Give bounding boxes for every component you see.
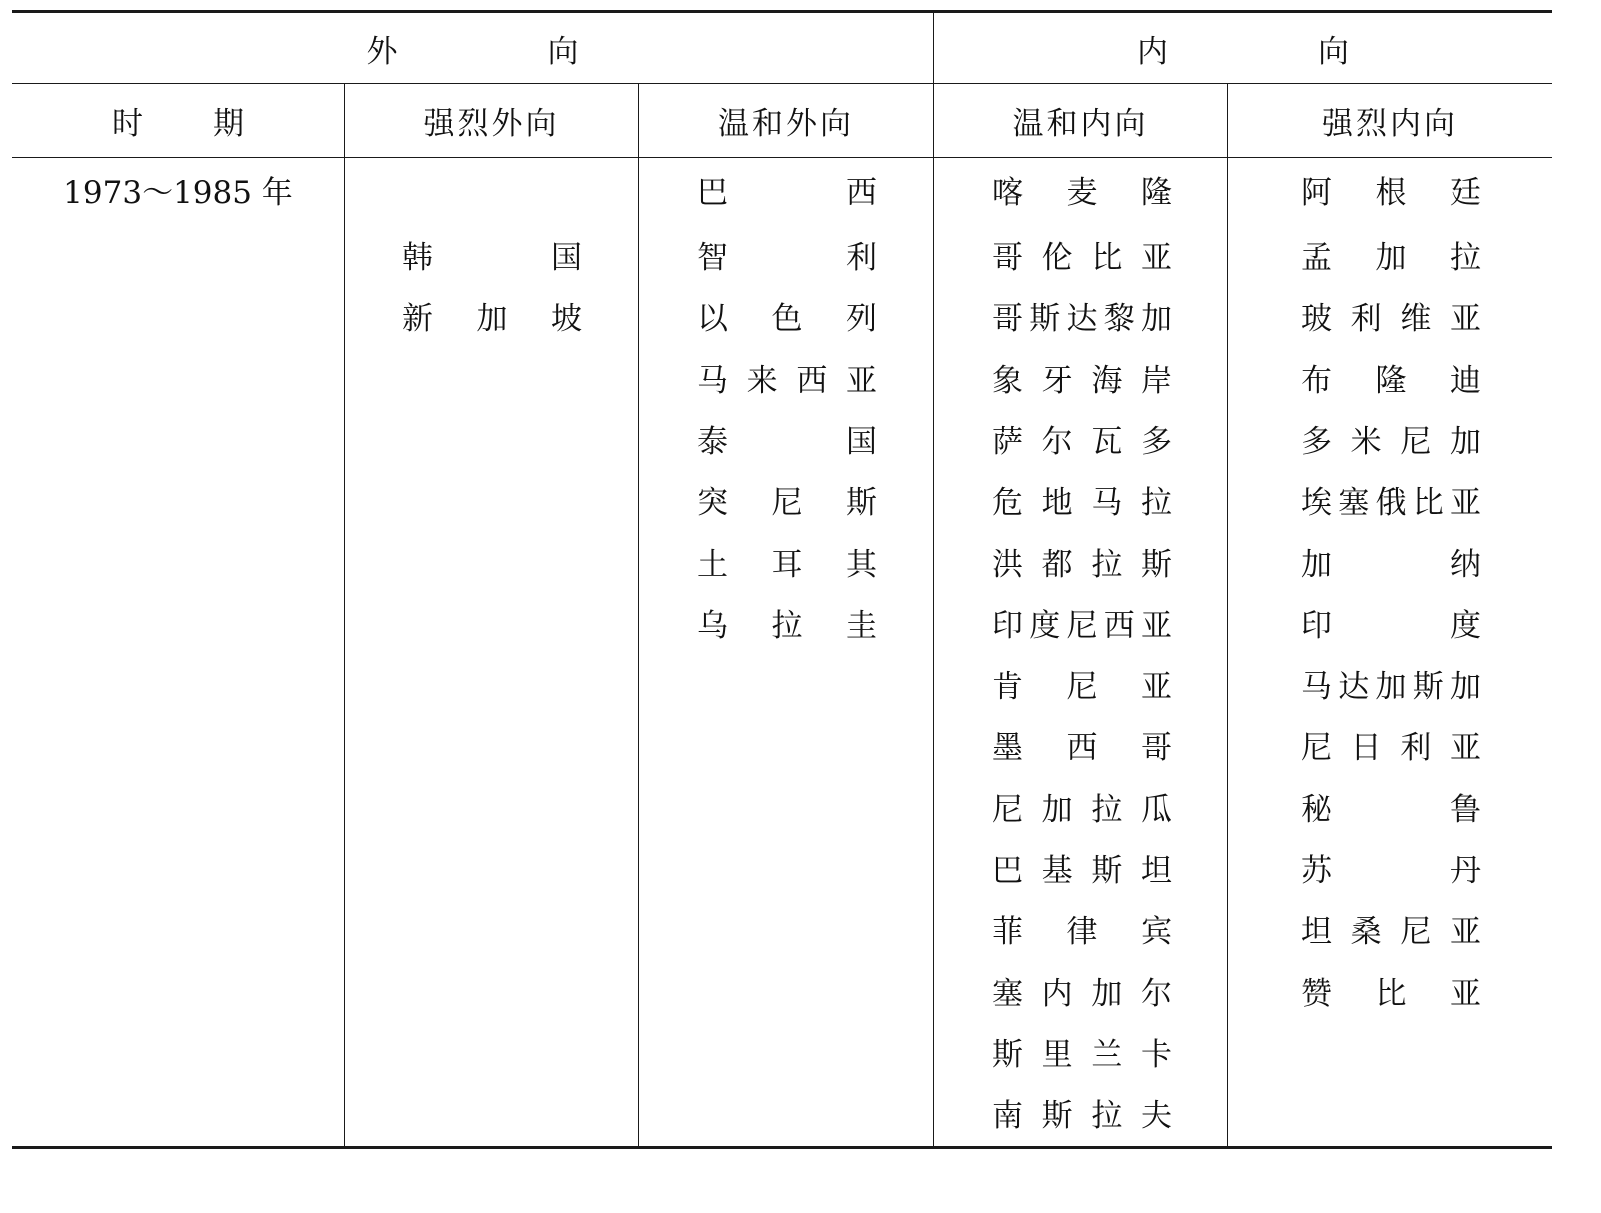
country-item: 尼日利亚: [1301, 730, 1481, 767]
country-item: 马来西亚: [697, 362, 877, 399]
country-item: 南斯拉夫: [992, 1098, 1172, 1135]
country-item: 多米尼加: [1301, 423, 1481, 460]
country-item: 韩国: [402, 240, 582, 276]
country-item: 阿根廷: [1301, 175, 1481, 211]
country-item: 巴基斯坦: [992, 853, 1172, 889]
country-item: 苏丹: [1301, 853, 1481, 889]
group-header-inward: 内向: [1137, 33, 1499, 70]
column-header-period: 时期: [112, 106, 314, 142]
column-divider-2: [638, 84, 639, 1146]
country-item: 巴西: [697, 175, 877, 211]
period-cell: 1973～1985 年: [63, 175, 293, 211]
country-item: 哥伦比亚: [992, 240, 1172, 276]
country-item: 孟加拉: [1301, 240, 1481, 276]
group-header-outward: 外向: [366, 33, 729, 70]
country-item: 印度: [1301, 607, 1481, 644]
column-header-moderate-inward: 温和内向: [1012, 106, 1149, 142]
bottom-rule: [12, 1146, 1552, 1149]
country-item: 坦桑尼亚: [1301, 914, 1481, 951]
country-item: 马达加斯加: [1301, 669, 1481, 706]
column-header-rule: [12, 157, 1552, 158]
country-item: 玻利维亚: [1301, 301, 1481, 338]
country-item: 肯尼亚: [992, 669, 1172, 706]
country-item: 泰国: [697, 423, 877, 460]
country-item: 洪都拉斯: [992, 546, 1172, 583]
country-item: 突尼斯: [697, 485, 877, 522]
column-header-moderate-outward: 温和外向: [718, 106, 854, 142]
country-item: 布隆迪: [1301, 362, 1481, 399]
country-item: 斯里兰卡: [992, 1036, 1172, 1073]
country-item: 菲律宾: [992, 914, 1172, 951]
country-item: 秘鲁: [1301, 791, 1481, 828]
country-item: 尼加拉瓜: [992, 791, 1172, 828]
country-item: 智利: [697, 240, 877, 276]
country-item: 埃塞俄比亚: [1301, 485, 1481, 522]
country-item: 土耳其: [697, 546, 877, 583]
column-divider-1: [344, 84, 345, 1146]
country-item: 塞内加尔: [992, 975, 1172, 1012]
country-item: 哥斯达黎加: [992, 301, 1172, 338]
country-item: 新加坡: [402, 301, 582, 338]
country-item: 印度尼西亚: [992, 607, 1172, 644]
group-divider: [933, 13, 934, 1146]
country-item: 赞比亚: [1301, 975, 1481, 1012]
column-header-strong-outward: 强烈外向: [423, 106, 560, 142]
column-divider-4: [1227, 84, 1228, 1146]
country-item: 危地马拉: [992, 485, 1172, 522]
country-item: 象牙海岸: [992, 362, 1172, 399]
country-item: 加纳: [1301, 546, 1481, 583]
country-item: 以色列: [697, 301, 877, 338]
country-item: 喀麦隆: [992, 175, 1172, 211]
country-item: 萨尔瓦多: [992, 423, 1172, 460]
country-item: 乌拉圭: [697, 607, 877, 644]
country-item: 墨西哥: [992, 730, 1172, 767]
column-header-strong-inward: 强烈内向: [1322, 106, 1458, 142]
